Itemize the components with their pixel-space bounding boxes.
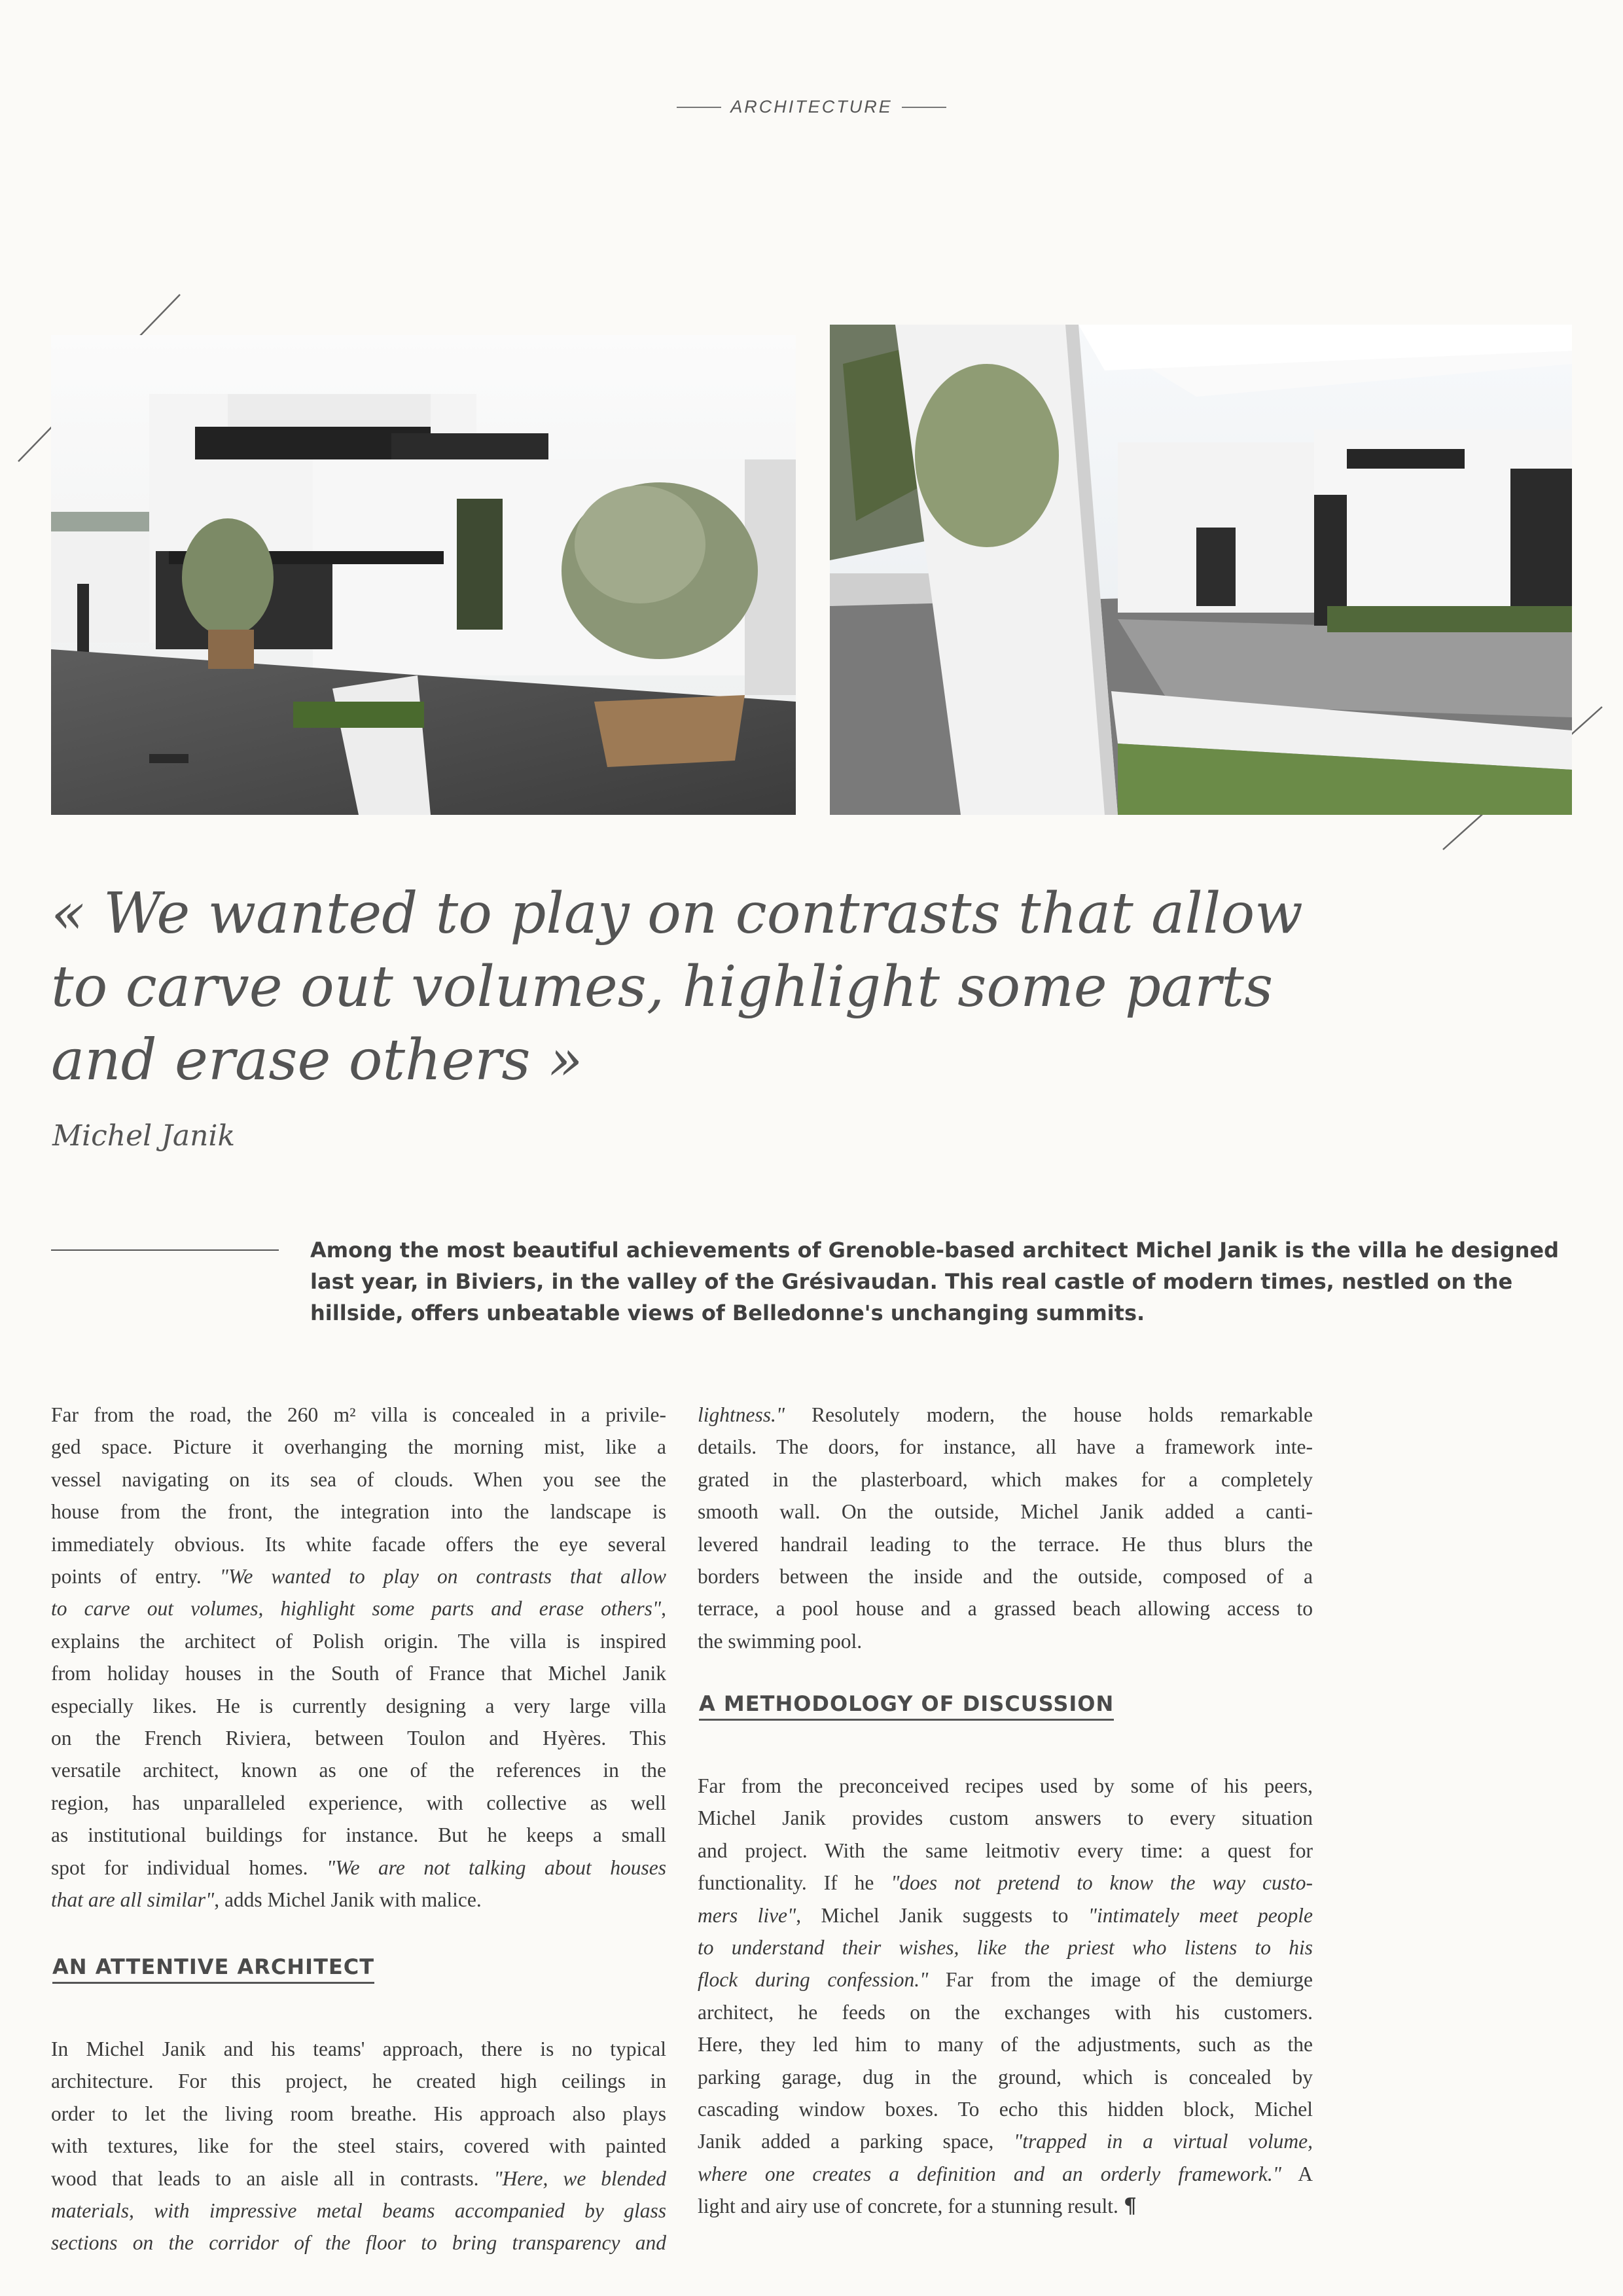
header-rule-right: [902, 107, 946, 108]
body-paragraph: [51, 2033, 666, 2259]
body-text-line: order to let the living room breathe. His approach also plays: [51, 2102, 666, 2125]
body-text-line: Here, they led him to many of the adjustments, such as the: [698, 2033, 1313, 2056]
quoted-text: lightness.": [698, 1403, 785, 1426]
body-text-line: flock during confession." Far from the image of the demiurge: [698, 1968, 1313, 1992]
body-text-line: on the French Riviera, between Toulon and Hyères. This: [51, 1727, 666, 1750]
body-column-right: [698, 1399, 1313, 1657]
quoted-text: sections on the corridor of the floor to bring transparency and: [51, 2231, 666, 2255]
body-text-line: terrace, a pool house and a grassed beach allowing access to: [698, 1597, 1313, 1621]
body-text-line: immediately obvious. Its white facade offers the eye several: [51, 1532, 666, 1556]
quoted-text: where one creates a definition and an orderly framework.": [698, 2162, 1281, 2185]
quoted-text: flock during confession.": [698, 1968, 929, 1992]
body-text-line: region, has unparalleled experience, with collective as well: [51, 1791, 666, 1814]
end-of-article-mark: ¶: [1123, 2194, 1137, 2219]
body-text-line: Michel Janik provides custom answers to every situation: [698, 1806, 1313, 1830]
pull-quote-line: and erase others »: [51, 1028, 583, 1093]
pull-quote-line: « We wanted to play on contrasts that allow: [51, 881, 1303, 946]
body-text-line: parking garage, dug in the ground, which is concealed by: [698, 2065, 1313, 2089]
pull-quote: [51, 877, 1303, 1097]
pull-quote-line: to carve out volumes, highlight some parts: [51, 954, 1274, 1020]
quoted-text: "trapped in a virtual volume,: [1014, 2130, 1313, 2153]
body-text-line: that are all similar", adds Michel Janik with malice.: [51, 1888, 482, 1912]
subheading-methodology: A METHODOLOGY OF DISCUSSION: [699, 1691, 1114, 1721]
body-text-line: as institutional buildings for instance. But he keeps a small: [51, 1823, 666, 1847]
body-paragraph: [698, 1399, 1313, 1657]
body-paragraph: [51, 1399, 666, 1916]
quoted-text: "We wanted to play on contrasts that allow: [219, 1565, 667, 1588]
body-text-line: smooth wall. On the outside, Michel Janik added a canti-: [698, 1500, 1313, 1524]
section-header: [0, 97, 1623, 117]
body-text-line: cascading window boxes. To echo this hidden block, Michel: [698, 2098, 1313, 2121]
intro-paragraph: Among the most beautiful achievements of Grenoble-based architect Michel Janik is the villa he designed last year, in Biviers, in the valley of the Grésivaudan. This real castle of modern times, nestled on the hillside, offers unbeatable views of Belledonne's unchanging summits.: [310, 1238, 1559, 1325]
body-column-left: [51, 1399, 666, 1916]
header-rule-left: [677, 107, 721, 108]
body-text-line: wood that leads to an aisle all in contrasts. "Here, we blended: [51, 2166, 666, 2190]
body-text-line: where one creates a definition and an orderly framework." A: [698, 2162, 1313, 2185]
quoted-text: mers live": [698, 1903, 796, 1927]
body-text-line: ged space. Picture it overhanging the morning mist, like a: [51, 1435, 666, 1459]
body-text-line: details. The doors, for instance, all have a framework inte-: [698, 1435, 1313, 1459]
villa-photo-right: [830, 325, 1572, 815]
villa-photo-left: [51, 335, 796, 815]
body-paragraph: [698, 1770, 1313, 2223]
quoted-text: that are all similar": [51, 1888, 215, 1912]
body-text-line: especially likes. He is currently designing a very large villa: [51, 1694, 666, 1717]
body-text-line: and project. With the same leitmotiv every time: a quest for: [698, 1839, 1313, 1862]
quoted-text: to understand their wishes, like the priest who listens to his: [698, 1936, 1313, 1960]
quote-author: Michel Janik: [52, 1119, 236, 1153]
body-text-line: lightness." Resolutely modern, the house holds remarkable: [698, 1403, 1313, 1426]
body-text-line: explains the architect of Polish origin. The villa is inspired: [51, 1629, 666, 1653]
body-text-line: mers live", Michel Janik suggests to "intimately meet people: [698, 1903, 1313, 1927]
body-text-line: [698, 1931, 1313, 1964]
body-text-line: Far from the preconceived recipes used by some of his peers,: [698, 1774, 1313, 1797]
body-text-line: versatile architect, known as one of the references in the: [51, 1759, 666, 1782]
quoted-text: "We are not talking about houses: [327, 1856, 666, 1879]
quoted-text: "does not pretend to know the way custo-: [891, 1871, 1313, 1895]
body-text-line: to carve out volumes, highlight some parts and erase others",: [51, 1597, 666, 1621]
body-text-line: spot for individual homes. "We are not talking about houses: [51, 1856, 666, 1879]
subheading-attentive-architect: AN ATTENTIVE ARCHITECT: [52, 1954, 374, 1984]
body-text-line: Far from the road, the 260 m² villa is concealed in a privile-: [51, 1403, 666, 1426]
body-text-line: architecture. For this project, he created high ceilings in: [51, 2070, 666, 2093]
body-text-line: grated in the plasterboard, which makes for a completely: [698, 1467, 1313, 1491]
body-text-line: points of entry. "We wanted to play on contrasts that allow: [51, 1565, 667, 1588]
body-text-line: In Michel Janik and his teams' approach, there is no typical: [51, 2037, 666, 2060]
body-text-line: the swimming pool.: [698, 1629, 863, 1653]
section-label: ARCHITECTURE: [730, 97, 893, 117]
body-text-line: house from the front, the integration into the landscape is: [51, 1500, 666, 1524]
quoted-text: to carve out volumes, highlight some parts and erase others": [51, 1597, 662, 1621]
body-text-line: from holiday houses in the South of France that Michel Janik: [51, 1662, 666, 1685]
body-column-left-lower: [51, 2033, 666, 2259]
body-text-line: architect, he feeds on the exchanges with his customers.: [698, 2000, 1313, 2024]
body-text-line: borders between the inside and the outside, composed of a: [698, 1565, 1313, 1588]
body-text-line: with textures, like for the steel stairs, covered with painted: [51, 2134, 666, 2158]
intro-rule: [51, 1249, 279, 1251]
quoted-text: "Here, we blended: [493, 2166, 666, 2190]
quoted-text: materials, with impressive metal beams accompanied by glass: [51, 2199, 666, 2223]
body-text-line: Janik added a parking space, "trapped in a virtual volume,: [698, 2130, 1313, 2153]
body-text-line: functionality. If he "does not pretend to know the way custo-: [698, 1871, 1313, 1895]
body-text-line: vessel navigating on its sea of clouds. When you see the: [51, 1467, 666, 1491]
body-column-right-lower: [698, 1770, 1313, 2223]
body-text-line: [51, 2195, 666, 2227]
body-text-line: levered handrail leading to the terrace. He thus blurs the: [698, 1532, 1313, 1556]
body-text-line: light and airy use of concrete, for a stunning result. ¶: [698, 2194, 1137, 2219]
body-text-line: [51, 2227, 666, 2259]
quoted-text: "intimately meet people: [1088, 1903, 1313, 1927]
